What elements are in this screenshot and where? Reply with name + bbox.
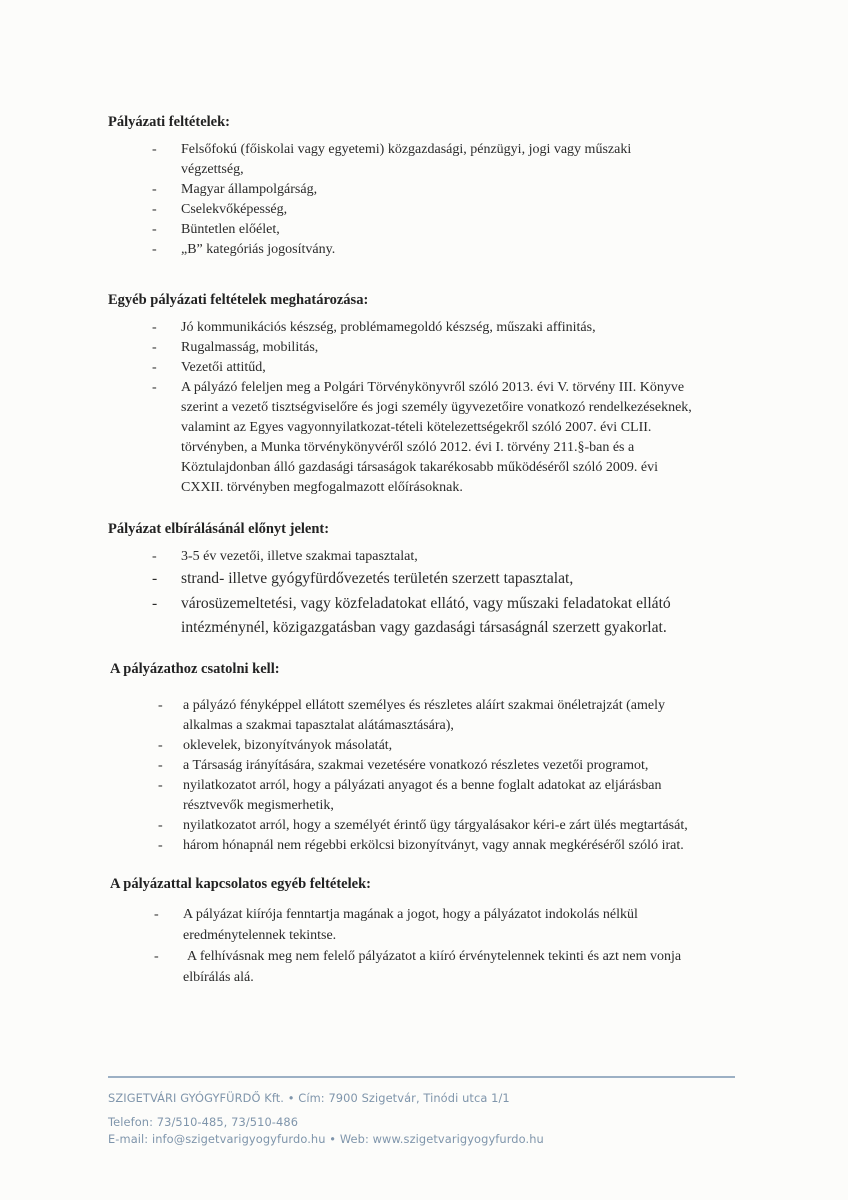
list-item <box>108 140 808 180</box>
bullet-list <box>108 547 808 641</box>
bullet-dash: - <box>158 738 163 753</box>
list-item-line: A felhívásnak meg nem felelő pályázatot a kiíró érvénytelennek tekinti és azt nem vonja <box>187 949 682 964</box>
bullet-dash: - <box>158 778 163 793</box>
list-item <box>108 180 808 200</box>
list-item <box>108 338 808 358</box>
list-item-line: A pályázó feleljen meg a Polgári Törvénykönyvről szóló 2013. évi V. törvény III. Könyve <box>181 380 685 395</box>
list-item-line: oklevelek, bizonyítványok másolatát, <box>183 738 393 753</box>
list-item-line: valamint az Egyes vagyonnyilatkozat-tételi kötelezettségekről szóló 2007. évi CLII. <box>181 420 652 435</box>
list-item <box>110 696 810 736</box>
list-item <box>110 736 810 756</box>
bullet-dash: - <box>152 340 157 355</box>
bullet-dash: - <box>154 949 159 964</box>
list-item <box>110 946 810 988</box>
list-item-line: végzettség, <box>181 162 244 177</box>
bullet-dash: - <box>152 570 158 587</box>
list-item-line: CXXII. törvényben megfogalmazott előírásoknak. <box>181 480 463 495</box>
list-item-line: Magyar állampolgárság, <box>181 182 318 197</box>
list-item-line: városüzemeltetési, vagy közfeladatokat ellátó, vagy műszaki feladatokat ellátó <box>181 594 671 612</box>
list-item <box>110 904 810 946</box>
list-item-line: három hónapnál nem régebbi erkölcsi bizonyítványt, vagy annak megkéréséről szóló irat. <box>183 838 684 853</box>
section-eligibility <box>108 112 808 260</box>
list-item-line: Büntetlen előélet, <box>181 222 280 237</box>
list-item-line: törvényben, a Munka törvénykönyvéről szóló 2012. évi I. törvény 211.§-ban és a <box>181 440 635 455</box>
list-item <box>108 318 808 338</box>
bullet-dash: - <box>152 549 157 564</box>
list-item <box>108 547 808 567</box>
bullet-dash: - <box>152 142 157 157</box>
list-item <box>108 220 808 240</box>
list-item <box>110 756 810 776</box>
bullet-dash: - <box>152 360 157 375</box>
list-item <box>108 240 808 260</box>
bullet-dash: - <box>158 698 163 713</box>
footer-divider <box>108 1076 735 1078</box>
list-item <box>110 776 810 816</box>
bullet-dash: - <box>152 320 157 335</box>
section-heading: Pályázati feltételek: <box>108 114 230 130</box>
list-item-line: strand- illetve gyógyfürdővezetés területén szerzett tapasztalat, <box>181 570 574 587</box>
section-misc-conditions <box>110 874 810 988</box>
list-item <box>108 592 808 641</box>
list-item <box>108 567 808 592</box>
list-item <box>110 836 810 856</box>
list-item-line: a Társaság irányítására, szakmai vezetésére vonatkozó részletes vezetői programot, <box>183 758 649 773</box>
list-item-line: szerint a vezető tisztségviselőre és jogi személy ügyvezetőire vonatkozó rendelkezéseknek, <box>181 400 692 415</box>
section-heading: A pályázattal kapcsolatos egyéb feltételek: <box>110 876 371 892</box>
footer-email-web: E-mail: info@szigetvarigyogyfurdo.hu • Web: www.szigetvarigyogyfurdo.hu <box>108 1132 544 1146</box>
bullet-dash: - <box>154 907 159 922</box>
bullet-list <box>110 904 810 988</box>
list-item-line: elbírálás alá. <box>183 970 254 985</box>
list-item-line: nyilatkozatot arról, hogy a személyét érintő ügy tárgyalásakor kéri-e zárt ülés megtartását, <box>183 818 688 833</box>
list-item <box>108 200 808 220</box>
list-item-line: alkalmas a szakmai tapasztalat alátámasztására), <box>183 718 454 733</box>
list-item-line: a pályázó fényképpel ellátott személyes és részletes aláírt szakmai önéletrajzát (amely <box>183 698 665 713</box>
section-heading: A pályázathoz csatolni kell: <box>110 661 280 677</box>
list-item-line: Felsőfokú (főiskolai vagy egyetemi) közgazdasági, pénzügyi, jogi vagy műszaki <box>181 142 632 157</box>
list-item-line: résztvevők megismerhetik, <box>183 798 334 813</box>
bullet-dash: - <box>152 380 157 395</box>
list-item <box>110 816 810 836</box>
list-item-line: Cselekvőképesség, <box>181 202 288 217</box>
section-heading: Egyéb pályázati feltételek meghatározása: <box>108 292 369 308</box>
bullet-list <box>110 696 810 856</box>
footer-phone: Telefon: 73/510-485, 73/510-486 <box>108 1115 299 1129</box>
list-item <box>108 378 808 498</box>
list-item-line: intézménynél, közigazgatásban vagy gazdasági társaságnál szerzett gyakorlat. <box>181 619 667 636</box>
bullet-dash: - <box>158 818 163 833</box>
bullet-dash: - <box>152 202 157 217</box>
section-advantages <box>108 519 808 641</box>
list-item-line: A pályázat kiírója fenntartja magának a jogot, hogy a pályázatot indokolás nélkül <box>183 907 638 922</box>
list-item-line: eredménytelennek tekintse. <box>183 928 337 943</box>
list-item-line: „B” kategóriás jogosítvány. <box>181 242 336 257</box>
list-item-line: Vezetői attitűd, <box>181 360 266 375</box>
bullet-dash: - <box>152 182 157 197</box>
list-item-line: Jó kommunikációs készség, problémamegoldó készség, műszaki affinitás, <box>181 320 596 335</box>
bullet-dash: - <box>152 222 157 237</box>
bullet-dash: - <box>152 242 157 257</box>
list-item-line: Rugalmasság, mobilitás, <box>181 340 319 355</box>
list-item-line: Köztulajdonban álló gazdasági társaságok takarékosabb működéséről szóló 2009. évi <box>181 460 659 475</box>
list-item-line: nyilatkozatot arról, hogy a pályázati anyagot és a benne foglalt adatokat az eljárásban <box>183 778 662 793</box>
section-heading: Pályázat elbírálásánál előnyt jelent: <box>108 521 330 537</box>
list-item-line: 3-5 év vezetői, illetve szakmai tapasztalat, <box>181 549 418 564</box>
section-other-requirements <box>108 290 808 498</box>
list-item <box>108 358 808 378</box>
bullet-list <box>108 140 808 260</box>
bullet-dash: - <box>152 594 158 612</box>
bullet-list <box>108 318 808 498</box>
bullet-dash: - <box>158 758 163 773</box>
bullet-dash: - <box>158 838 163 853</box>
footer-company-address: SZIGETVÁRI GYÓGYFÜRDŐ Kft. • Cím: 7900 Szigetvár, Tinódi utca 1/1 <box>108 1091 510 1105</box>
section-attachments <box>110 659 810 856</box>
